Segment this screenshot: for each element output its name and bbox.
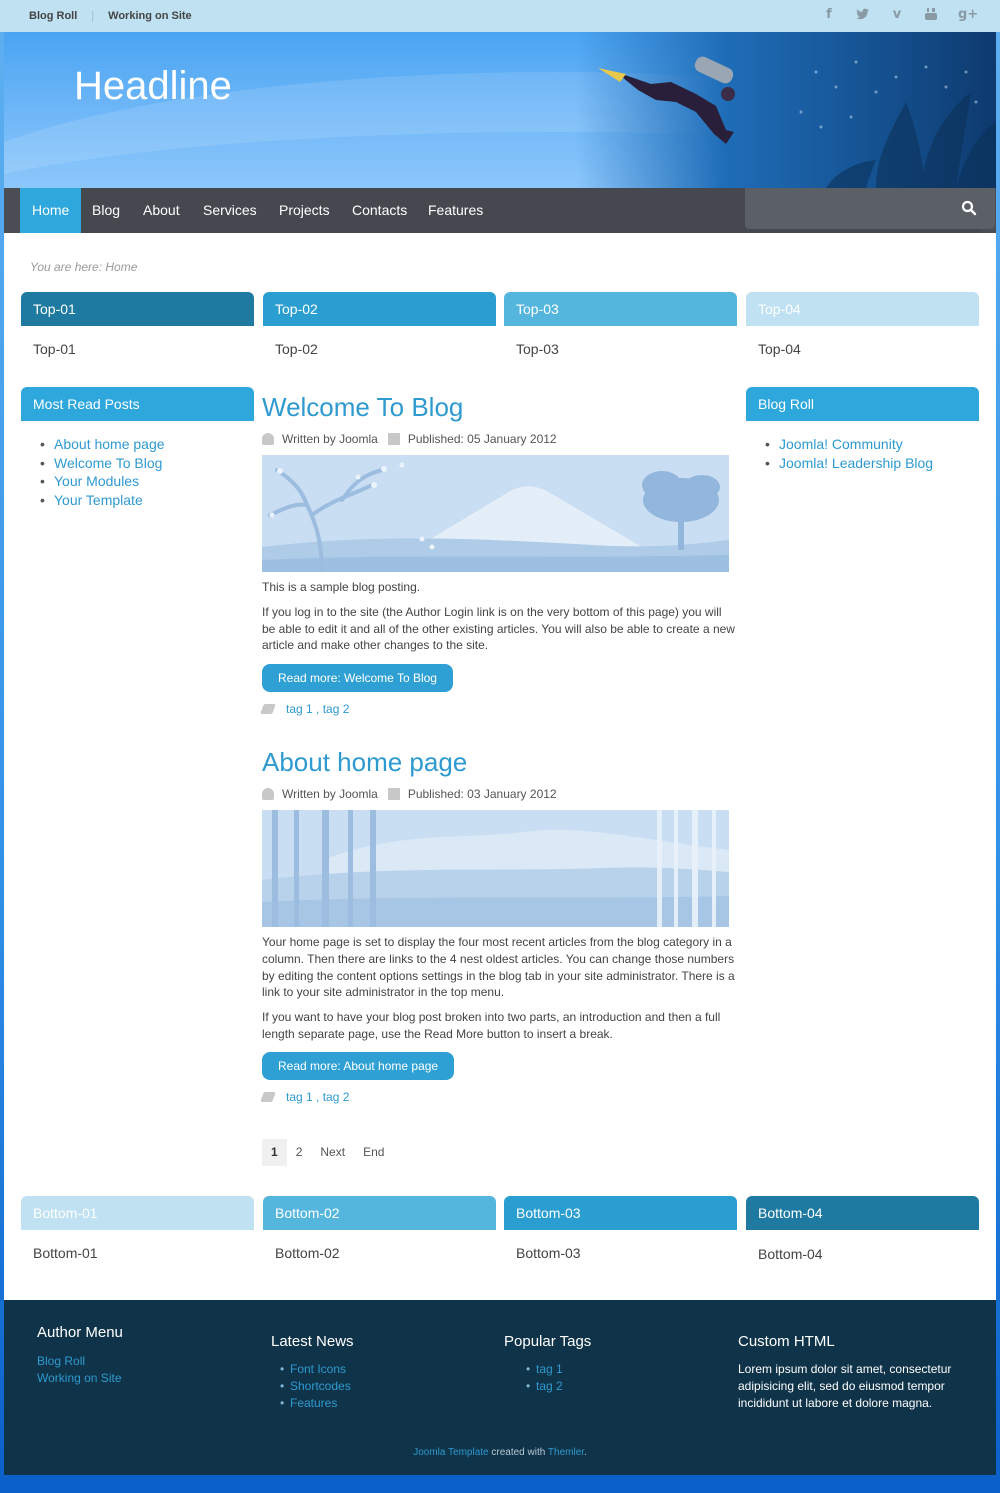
footer-link[interactable]: Shortcodes	[290, 1378, 351, 1393]
top-04-body: Top-04	[758, 341, 801, 357]
user-icon	[262, 788, 274, 800]
tag-icon	[260, 1092, 276, 1102]
footer	[4, 1300, 996, 1475]
article-body	[262, 934, 737, 1051]
article-tags	[262, 702, 349, 716]
footer-author-menu-title: Author Menu	[37, 1324, 123, 1341]
article-image	[262, 455, 729, 572]
article-paragraph: If you want to have your blog post broken into two parts, an introduction and then a full length separate page, use the Read More button to insert a break.	[262, 1010, 721, 1041]
list-item[interactable]	[34, 454, 165, 473]
top-links	[29, 10, 192, 22]
top-01-body: Top-01	[33, 341, 76, 357]
article-image	[262, 810, 729, 927]
article-author: Written by Joomla	[282, 432, 378, 446]
bottom-03-body: Bottom-03	[516, 1245, 581, 1261]
page-link-2[interactable]: 2	[295, 1145, 303, 1159]
most-read-posts-header: Most Read Posts	[21, 387, 254, 421]
footer-custom-html-text: Lorem ipsum dolor sit amet, consectetur adipisicing elit, sed do eiusmod tempor incididunt ut labore et dolore magna.	[738, 1362, 952, 1410]
nav-item-home[interactable]: Home	[20, 188, 81, 233]
nav-item-services[interactable]: Services	[203, 202, 257, 218]
article-meta	[262, 787, 557, 801]
top-03-header: Top-03	[504, 292, 737, 326]
top-01-header: Top-01	[21, 292, 254, 326]
most-read-link[interactable]: Welcome To Blog	[54, 454, 163, 471]
nav-item-about[interactable]: About	[143, 202, 180, 218]
most-read-posts-list	[34, 435, 165, 509]
top-link-blog-roll[interactable]: Blog Roll	[29, 10, 78, 22]
credit-text: created with	[488, 1447, 548, 1458]
credit-end: .	[584, 1447, 587, 1458]
page-current: 1	[262, 1139, 287, 1166]
top-04-header: Top-04	[746, 292, 979, 326]
youtube-icon[interactable]	[924, 7, 938, 23]
calendar-icon	[388, 788, 400, 800]
list-item[interactable]	[524, 1378, 563, 1395]
list-item[interactable]	[524, 1361, 563, 1378]
blog-roll-list	[759, 435, 933, 472]
main-navigation	[4, 188, 996, 233]
read-more-button[interactable]: Read more: About home page	[262, 1052, 454, 1080]
social-icons	[822, 7, 979, 23]
search-icon[interactable]	[961, 200, 977, 216]
diver-silhouette	[598, 54, 736, 144]
list-item[interactable]	[34, 491, 165, 510]
article-published: Published: 05 January 2012	[407, 432, 557, 446]
footer-link[interactable]: Features	[290, 1395, 338, 1410]
bottom-04-body: Bottom-04	[758, 1246, 823, 1262]
blog-roll-link[interactable]: Joomla! Community	[779, 436, 903, 452]
bottom-02-header: Bottom-02	[263, 1196, 496, 1230]
article-tag-links[interactable]: tag 1 , tag 2	[286, 702, 350, 716]
footer-credit	[4, 1447, 996, 1458]
vimeo-icon[interactable]: v	[892, 7, 902, 22]
top-03-body: Top-03	[516, 341, 559, 357]
page-container	[4, 32, 996, 1475]
header-diver-image	[576, 32, 996, 188]
article-paragraph: If you log in to the site (the Author Login link is on the very bottom of this page) you will be able to edit it and all of the other existing articles. You will also be able to create a new article and make other changes to the site.	[262, 604, 735, 653]
credit-joomla-template-link[interactable]: Joomla Template	[413, 1447, 489, 1458]
article-meta	[262, 432, 557, 446]
calendar-icon	[388, 433, 400, 445]
footer-latest-news-list	[278, 1361, 351, 1411]
article-title[interactable]: About home page	[262, 747, 468, 777]
pagination	[262, 1139, 393, 1166]
list-item[interactable]	[278, 1378, 351, 1395]
page-next-link[interactable]: Next	[320, 1145, 346, 1159]
top-02-header: Top-02	[263, 292, 496, 326]
list-item[interactable]	[34, 472, 165, 491]
twitter-icon[interactable]	[856, 7, 870, 23]
header-banner	[4, 32, 996, 188]
footer-tag-link[interactable]: tag 1	[536, 1362, 563, 1376]
list-item[interactable]	[34, 435, 165, 454]
article-paragraph: Your home page is set to display the four most recent articles from the blog category in a column. Then there are links to the 4 nest oldest articles. You can change those numbers by editing the content options settings in the blog tab in your site administrator. There is a link to your site administrator in the top menu.	[262, 935, 735, 1000]
list-item[interactable]	[759, 435, 933, 454]
breadcrumb: You are here: Home	[30, 260, 138, 274]
user-icon	[262, 433, 274, 445]
nav-item-projects[interactable]: Projects	[279, 202, 330, 218]
most-read-link[interactable]: Your Modules	[54, 473, 140, 489]
top-link-separator: |	[91, 10, 95, 22]
footer-author-menu-list	[37, 1353, 122, 1387]
blog-roll-link[interactable]: Joomla! Leadership Blog	[779, 454, 934, 471]
nav-bar	[20, 188, 980, 233]
article-tag-links[interactable]: tag 1 , tag 2	[286, 1090, 350, 1104]
bottom-02-body: Bottom-02	[275, 1245, 340, 1261]
footer-latest-news-title: Latest News	[271, 1333, 354, 1350]
article-paragraph: This is a sample blog posting.	[262, 580, 421, 594]
most-read-link[interactable]: Your Template	[54, 491, 143, 508]
footer-link[interactable]: Working on Site	[37, 1370, 122, 1385]
list-item[interactable]	[278, 1361, 351, 1378]
article-tags	[262, 1090, 349, 1104]
bottom-04-header: Bottom-04	[746, 1196, 979, 1230]
list-item[interactable]	[759, 454, 933, 473]
footer-link[interactable]: Blog Roll	[37, 1354, 86, 1368]
google-plus-icon[interactable]: g+	[958, 7, 979, 22]
bottom-01-header: Bottom-01	[21, 1196, 254, 1230]
article-published: Published: 03 January 2012	[407, 787, 557, 801]
list-item[interactable]	[278, 1395, 351, 1412]
footer-link[interactable]: Font Icons	[290, 1362, 347, 1376]
top-link-working-on-site[interactable]: Working on Site	[108, 10, 192, 22]
footer-custom-html-title: Custom HTML	[738, 1333, 835, 1350]
credit-themler-link[interactable]: Themler	[547, 1447, 585, 1458]
page-end-link[interactable]: End	[363, 1145, 385, 1159]
footer-popular-tags-title: Popular Tags	[504, 1333, 592, 1350]
article-author: Written by Joomla	[282, 787, 378, 801]
read-more-button[interactable]: Read more: Welcome To Blog	[262, 664, 453, 692]
article-title[interactable]: Welcome To Blog	[262, 392, 464, 422]
footer-popular-tags-list	[524, 1361, 563, 1395]
top-bar	[0, 0, 1000, 32]
bottom-03-header: Bottom-03	[504, 1196, 737, 1230]
tag-icon	[260, 704, 276, 714]
top-02-body: Top-02	[275, 341, 318, 357]
nav-item-features[interactable]: Features	[428, 202, 484, 218]
facebook-icon[interactable]: f	[826, 7, 832, 22]
article-body	[262, 579, 737, 662]
footer-tag-link[interactable]: tag 2	[536, 1378, 563, 1393]
nav-item-blog[interactable]: Blog	[92, 202, 121, 218]
list-item[interactable]	[37, 1370, 122, 1387]
nav-item-contacts[interactable]: Contacts	[352, 202, 408, 218]
most-read-link[interactable]: About home page	[54, 436, 165, 452]
search-input[interactable]	[745, 188, 995, 229]
site-headline: Headline	[74, 64, 232, 108]
blog-roll-header: Blog Roll	[746, 387, 979, 421]
list-item[interactable]	[37, 1353, 122, 1370]
bottom-01-body: Bottom-01	[33, 1245, 98, 1261]
